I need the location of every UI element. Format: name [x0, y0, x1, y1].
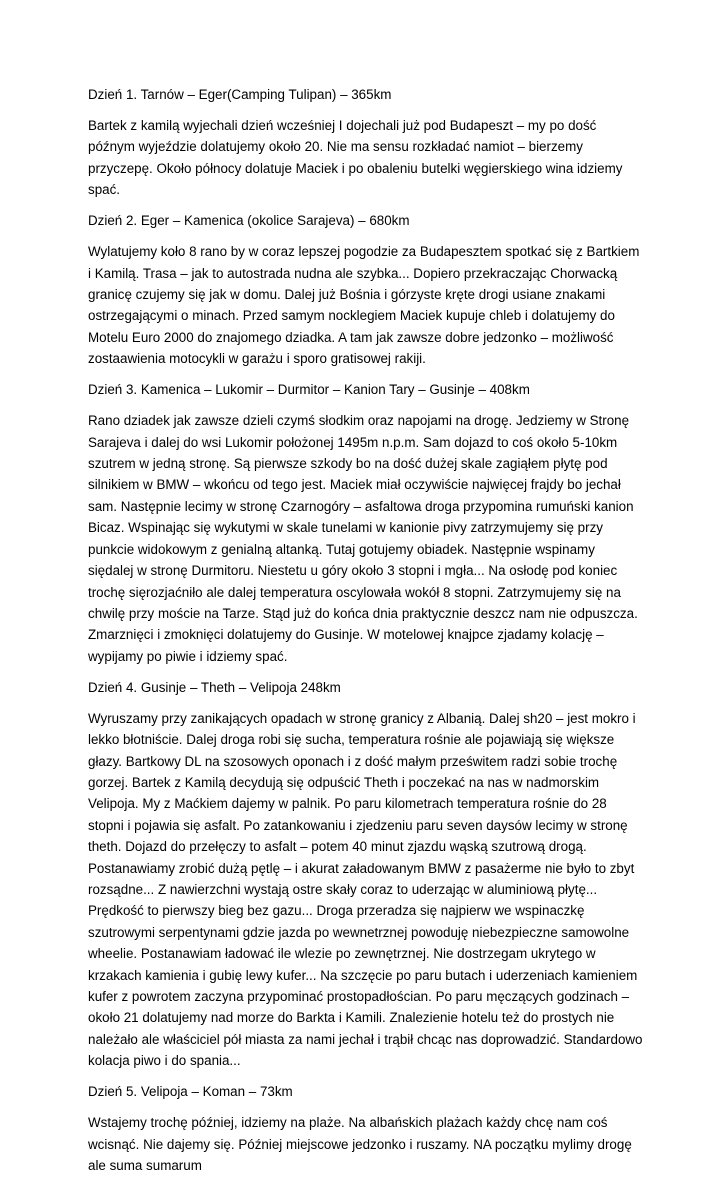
day-1-text: Bartek z kamilą wyjechali dzień wcześniej I dojechali już pod Budapeszt – my po dość późnym wyjeździe dolatujemy około 20. Nie ma sensu rozkładać namiot – bierzemy przyczepę. Około północy dolatuje Maciek i po obaleniu butelki węgierskiego wina idziemy spać.: [88, 118, 623, 198]
day-5-text: Wstajemy trochę później, idziemy na plaże. Na albańskich plażach każdy chcę nam coś wcisnąć. Nie dajemy się. Później miejscowe jedzonko i ruszamy. NA początku mylimy drogę ale suma sumarum: [88, 1115, 632, 1174]
day-2-text: Wylatujemy koło 8 rano by w coraz lepszej pogodzie za Budapesztem spotkać się z Bartkiem i Kamilą. Trasa – jak to autostrada nudna ale szybka... Dopiero przekraczając Chorwacką granicę czujemy się jak w domu. Dalej już Bośnia i górzyste kręte drogi usiane znakami ostrzegającymi o minach. Przed samym nocklegiem Maciek kupuje chleb i dolatujemy do Motelu Euro 2000 do znajomego dziadka. A tam jak zawsze dobre jedzonko – możliwość zostaawienia motocykli w garażu i sporo gratisowej rakiji.: [88, 244, 640, 367]
day-5-heading: Dzień 5. Velipoja – Koman – 73km: [88, 1084, 293, 1100]
day-4-text: Wyruszamy przy zanikających opadach w stronę granicy z Albanią. Dalej sh20 – jest mokro i lekko błotniście. Dalej droga robi się sucha, temperatura rośnie ale pojawiają się większe głazy. Bartkowy DL na szosowych oponach i z dość małym prześwitem radzi sobie trochę gorzej. Bartek z Kamilą decydują się odpuścić Theth i poczekać na nas w nadmorskim Velipoja. My z Maćkiem dajemy w palnik. Po paru kilometrach temperatura rośnie do 28 stopni i pojawia się asfalt. Po zatankowaniu i zjedzeniu paru seven daysów lecimy w stronę theth. Dojazd do przełęczy to asfalt – potem 40 minut zjazdu wąską szutrową drogą. Postanawiamy zrobić dużą pętlę – i akurat załadowanym BMW z pasażerme nie było to zbyt rozsądne... Z nawierzchni wystają ostre skały coraz to uderzając w aluminiową płytę... Prędkość to pierwszy bieg bez gazu... Droga przeradza się najpierw we wspinaczkę szutrowymi serpentynami gdzie jazda po wewnetrznej powoduję niebezpieczne samowolne wheelie. Postanawiam ładować ile wlezie po zewnętrznej. Nie dostrzegam ukrytego w krzakach kamienia i gubię lewy kufer... Na szczęcie po paru butach i uderzeniach kamieniem kufer z powrotem zaczyna przypominać prostopadłościan. Po paru męczących godzinach – około 21 dolatujemy nad morze do Barkta i Kamili. Znalezienie hotelu też do prostych nie należało ale właściciel pół miasta za nami jechał i trąbił chcąc nas doprowadzić. Standardowo kolacja piwo i do spania...: [88, 710, 643, 1069]
document-page: [88, 84, 643, 1186]
day-1-heading: Dzień 1. Tarnów – Eger(Camping Tulipan) – 365km: [88, 87, 392, 102]
day-4-heading: Dzień 4. Gusinje – Theth – Velipoja 248km: [88, 679, 341, 695]
day-3-text: Rano dziadek jak zawsze dzieli czymś słodkim oraz napojami na drogę. Jedziemy w Stronę Sarajeva i dalej do wsi Lukomir położonej 1495m n.p.m. Sam dojazd to coś około 5-10km szutrem w jedną stronę. Są pierwsze szkody bo na dość dużej skale zagiąłem płytę pod silnikiem w BMW – wkońcu od tego jest. Maciek miał oczywiście najwięcej frajdy bo jechał sam. Następnie lecimy w stronę Czarnogóry – asfaltowa droga przypomina rumuński kanion Bicaz. Wspinając się wykutymi w skale tunelami w kanionie pivy zatrzymujemy się przy punkcie widokowym z genialną altanką. Tutaj gotujemy obiadek. Następnie wspinamy siędalej w stronę Durmitoru. Niestetu u góry około 3 stopni i mgła... Na osłodę pod koniec trochę sięrozjaćniło ale dalej temperatura oscylowała wokół 8 stopni. Zatrzymujemy się na chwilę przy moście na Tarze. Stąd już do końca dnia praktycznie deszcz nam nie odpuszcza. Zmarznięci i zmoknięci dolatujemy do Gusinje. W motelowej knajpce zjadamy kolację – wypijamy po piwie i idziemy spać.: [88, 413, 638, 664]
day-2-heading: Dzień 2. Eger – Kamenica (okolice Sarajeva) – 680km: [88, 213, 410, 229]
day-3-heading: Dzień 3. Kamenica – Lukomir – Durmitor – Kanion Tary – Gusinje – 408km: [88, 382, 530, 398]
